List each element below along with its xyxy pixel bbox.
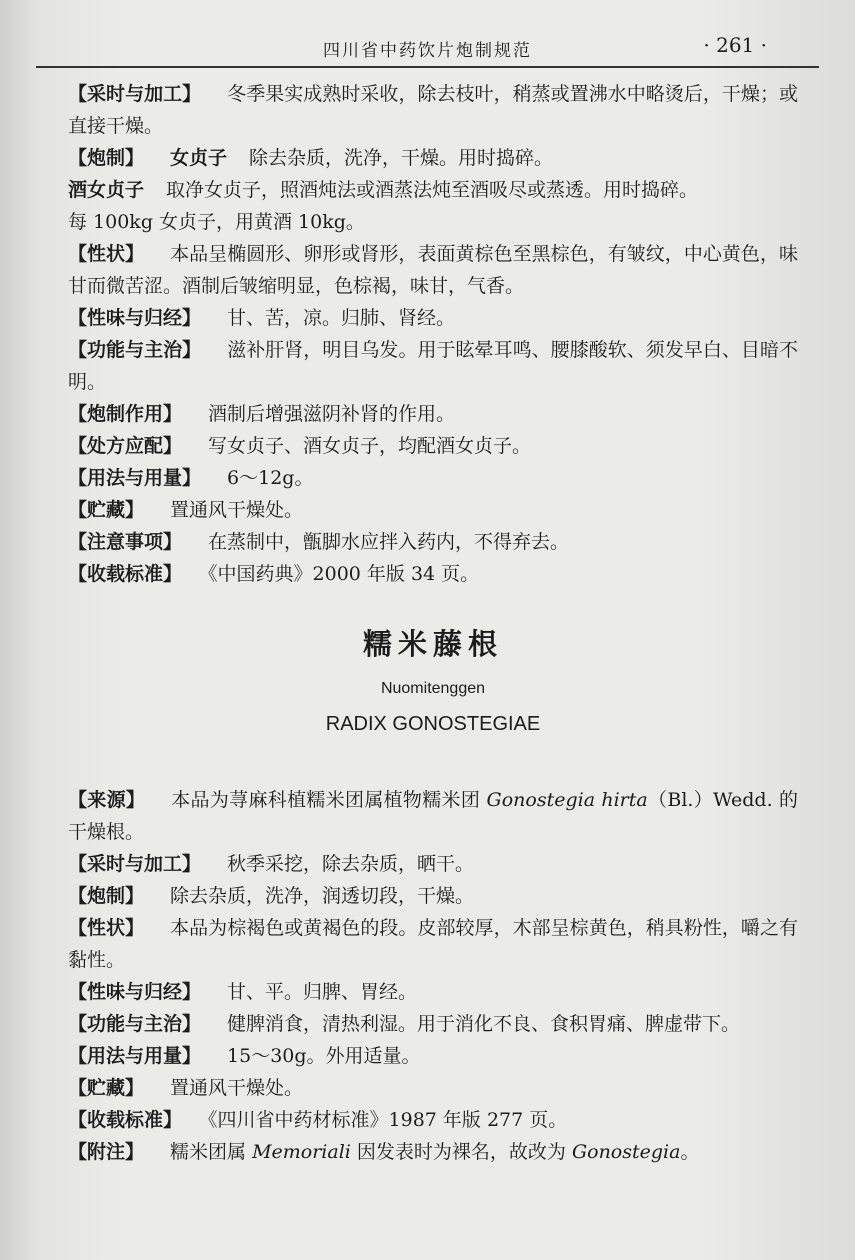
label: 【用法与用量】 — [68, 1045, 202, 1067]
label: 【收载标准】 — [68, 563, 183, 585]
processed-name: 酒女贞子 — [68, 179, 145, 201]
genus-old: Memoriali — [252, 1141, 351, 1163]
text: 冬季果实成熟时采收，除去枝叶，稍蒸或置沸水中略烫后，干燥；或直接干燥。 — [68, 83, 798, 137]
label: 【炮制】 — [68, 885, 145, 907]
entry1-harvest — [68, 78, 798, 142]
entry2-pinyin: Nuomitenggen — [380, 680, 486, 697]
text: 置通风干燥处。 — [170, 499, 304, 521]
label: 【功能与主治】 — [68, 1013, 202, 1035]
entry1-dosage — [68, 462, 798, 494]
processed-name: 女贞子 — [170, 147, 228, 169]
spacer — [68, 738, 798, 784]
label: 【注意事项】 — [68, 531, 183, 553]
entry1-ratio: 每 100kg 女贞子，用黄酒 10kg。 — [68, 211, 365, 233]
label: 【贮藏】 — [68, 1077, 145, 1099]
text: 15～30g。外用适量。 — [227, 1045, 421, 1067]
entry2-processing — [68, 880, 798, 912]
text: 。 — [680, 1141, 700, 1163]
label: 【功能与主治】 — [68, 339, 202, 361]
entry2-storage — [68, 1072, 798, 1104]
species-name: Gonostegia hirta — [486, 789, 648, 811]
text: 本品呈椭圆形、卵形或肾形，表面黄棕色至黑棕色，有皱纹，中心黄色，味甘而微苦涩。酒制后皱缩明显，色棕褐，味甘，气香。 — [68, 243, 798, 297]
text: 酒制后增强滋阴补肾的作用。 — [208, 403, 456, 425]
text: 除去杂质，洗净，润透切段，干燥。 — [170, 885, 475, 907]
entry2-character — [68, 912, 798, 976]
entry2-note — [68, 1136, 798, 1168]
text: 《四川省中药材标准》1987 年版 277 页。 — [208, 1109, 568, 1131]
text: 取净女贞子，照酒炖法或酒蒸法炖至酒吸尽或蒸透。用时捣碎。 — [166, 179, 699, 201]
entry1-wine-processing — [68, 174, 798, 206]
entry2-latin-name: RADIX GONOSTEGIAE — [325, 713, 541, 735]
entry1-effect — [68, 398, 798, 430]
text: 糯米团属 — [170, 1141, 253, 1163]
label: 【性状】 — [68, 917, 145, 939]
genus-new: Gonostegia — [571, 1141, 681, 1163]
text: 《中国药典》2000 年版 34 页。 — [208, 563, 480, 585]
page-number: · 261 · — [703, 33, 767, 57]
running-title: 四川省中药饮片炮制规范 — [323, 41, 532, 61]
entry1-processing — [68, 142, 798, 174]
label: 【炮制作用】 — [68, 403, 183, 425]
label: 【附注】 — [68, 1141, 145, 1163]
text: 本品为荨麻科植糯米团属植物糯米团 — [171, 789, 487, 811]
text: 因发表时为裸名，故改为 — [350, 1141, 572, 1163]
label: 【性状】 — [68, 243, 145, 265]
entry1-character — [68, 238, 798, 302]
entry2-nature — [68, 976, 798, 1008]
label: 【贮藏】 — [68, 499, 145, 521]
text: 除去杂质，洗净，干燥。用时捣碎。 — [249, 147, 554, 169]
label: 【性味与归经】 — [68, 981, 202, 1003]
entry1-standard — [68, 558, 798, 590]
label: 【来源】 — [68, 789, 146, 811]
text: 置通风干燥处。 — [170, 1077, 304, 1099]
text: 本品为棕褐色或黄褐色的段。皮部较厚，木部呈棕黄色，稍具粉性，嚼之有黏性。 — [68, 917, 798, 971]
page-header — [36, 30, 819, 68]
text: 秋季采挖，除去杂质，晒干。 — [227, 853, 475, 875]
text: 甘、苦，凉。归肺、肾经。 — [227, 307, 456, 329]
entry2-title: 糯米藤根 — [362, 627, 503, 661]
entry2-standard — [68, 1104, 798, 1136]
entry2-harvest — [68, 848, 798, 880]
label: 【性味与归经】 — [68, 307, 202, 329]
entry2-function — [68, 1008, 798, 1040]
text: 写女贞子、酒女贞子，均配酒女贞子。 — [208, 435, 532, 457]
entry1-function — [68, 334, 798, 398]
label: 【采时与加工】 — [68, 853, 202, 875]
text: 健脾消食，清热利湿。用于消化不良、食积胃痛、脾虚带下。 — [227, 1013, 741, 1035]
label: 【处方应配】 — [68, 435, 183, 457]
text: 在蒸制中，甑脚水应拌入药内，不得弃去。 — [208, 531, 570, 553]
entry2-dosage — [68, 1040, 798, 1072]
text: 6～12g。 — [227, 467, 314, 489]
label: 【炮制】 — [68, 147, 145, 169]
label: 【用法与用量】 — [68, 467, 202, 489]
entry2-source — [68, 784, 798, 848]
label: 【采时与加工】 — [68, 83, 202, 105]
entry1-caution — [68, 526, 798, 558]
entry1-prescription — [68, 430, 798, 462]
text: 滋补肝肾，明目乌发。用于眩晕耳鸣、腰膝酸软、须发早白、目暗不明。 — [68, 339, 798, 393]
label: 【收载标准】 — [68, 1109, 183, 1131]
page-content — [68, 78, 798, 1168]
entry1-storage — [68, 494, 798, 526]
text: （Bl.）Wedd. 的干燥根。 — [68, 789, 798, 843]
entry1-nature — [68, 302, 798, 334]
text: 甘、平。归脾、胃经。 — [227, 981, 418, 1003]
